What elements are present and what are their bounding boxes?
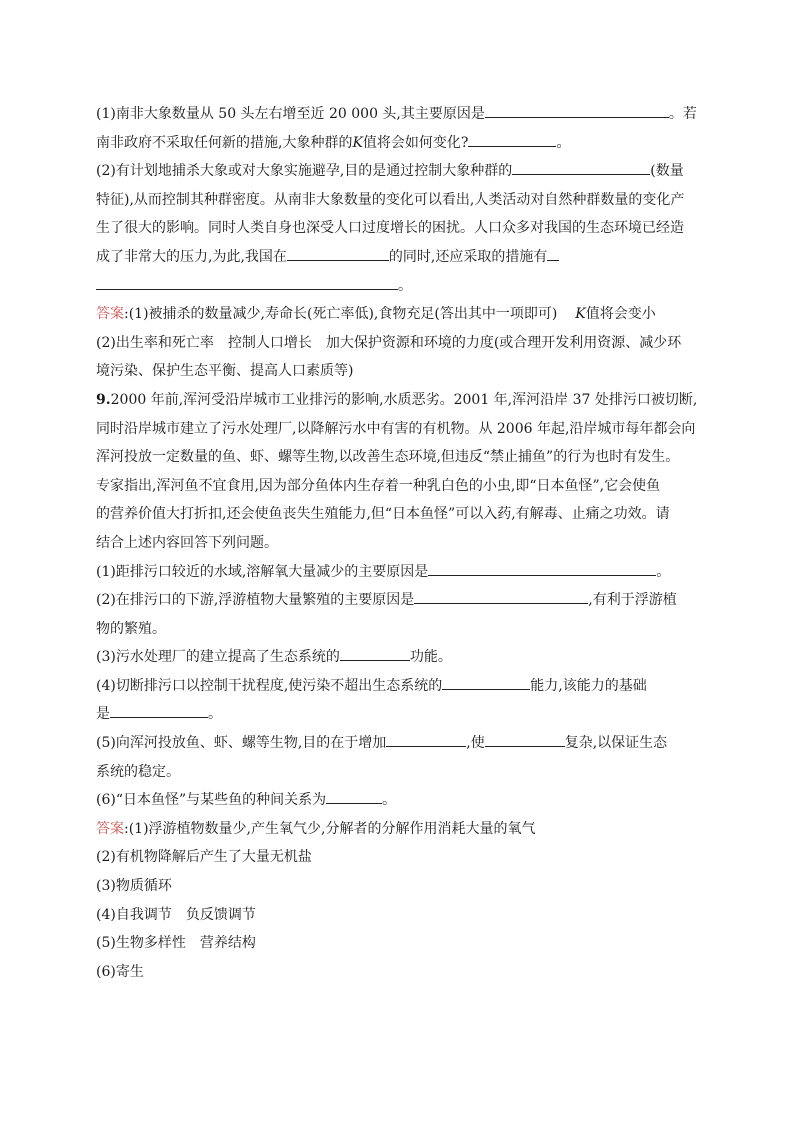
answer-blank (110, 703, 208, 718)
q9-answer-line4 (96, 901, 716, 930)
q8-part2-text5: 的同时,还应采取的措施有 (388, 248, 548, 265)
q9-sub4-end: 。 (208, 706, 222, 723)
answer-label: 答案 (96, 820, 124, 837)
q8-part2-line3 (96, 214, 716, 243)
q9-sub2 (96, 586, 716, 615)
q9-sub2-end: ,有利于浮游植 (588, 592, 677, 609)
answer-blank (414, 589, 588, 604)
q9-stem-text: 结合上述内容回答下列问题。 (96, 534, 278, 551)
q9-answer-text1: :(1)浮游植物数量少,产生氧气少,分解者的分解作用消耗大量的氧气 (124, 820, 536, 837)
q9-sub1 (96, 558, 716, 587)
q9-sub1-end: 。 (656, 563, 671, 580)
q9-sub2-text2: 物的繁殖。 (96, 620, 166, 637)
q9-stem-line2 (96, 415, 716, 444)
q8-part2-text2: 特征),从而控制其种群密度。从南非大象数量的变化可以看出,人类活动对自然种群数量的变化产 (96, 191, 685, 208)
q9-answer-line1 (96, 815, 716, 844)
q9-answer-text4: (4)自我调节 负反馈调节 (96, 906, 256, 923)
q9-answer-line3 (96, 872, 716, 901)
answer-blank (442, 675, 530, 690)
q9-stem-line3 (96, 443, 716, 472)
q8-part2-text4: 成了非常大的压力,为此,我国在 (96, 248, 287, 265)
q9-sub1-text: (1)距排污口较近的水域,溶解氧大量减少的主要原因是 (96, 563, 429, 580)
k-symbol: K (352, 134, 363, 151)
q9-sub5-end: 复杂,以保证生态 (564, 735, 668, 752)
q9-sub2-text: (2)在排污口的下游,浮游植物大量繁殖的主要原因是 (96, 592, 415, 609)
q8-part1-end2: 。 (556, 134, 571, 151)
q8-part1-line1 (96, 100, 716, 129)
answer-blank (485, 103, 669, 118)
q8-answer-text1b: 值将会变小 (585, 306, 656, 323)
q9-answer-text6: (6)寄生 (96, 963, 144, 980)
q9-sub6-end: 。 (382, 792, 397, 809)
answer-blank (485, 732, 565, 747)
q9-sub5-mid: ,使 (466, 735, 485, 752)
q8-part2-line5 (96, 272, 716, 301)
q8-answer-line3 (96, 357, 716, 386)
answer-blank (512, 160, 650, 175)
q8-answer-text1: :(1)被捕杀的数量减少,寿命长(死亡率低),食物充足(答出其中一项即可) (124, 306, 558, 323)
q9-answer-line6 (96, 958, 716, 987)
q9-sub3-end: 功能。 (409, 649, 452, 666)
question-number: 9. (96, 391, 111, 408)
q8-part1-text3: 值将会如何变化? (362, 134, 469, 151)
q9-sub4-line2 (96, 700, 716, 729)
q9-sub5-text2: 系统的稳定。 (96, 763, 180, 780)
q9-sub4-mid: 能力,该能力的基础 (530, 677, 647, 694)
q8-part2-line2 (96, 186, 716, 215)
q9-sub4 (96, 672, 716, 701)
q8-answer-text3: 境污染、保护生态平衡、提高人口素质等) (96, 363, 354, 380)
q9-stem-line6 (96, 529, 716, 558)
k-symbol: K (575, 306, 586, 323)
q9-answer-text3: (3)物质循环 (96, 878, 172, 895)
q8-answer-text2: (2)出生率和死亡率 控制人口增长 加大保护资源和环境的力度(或合理开发利用资源、减少环 (96, 334, 682, 351)
q8-part2-text3: 生了很大的影响。同时人类自身也深受人口过度增长的困扰。人口众多对我国的生态环境已经造 (96, 220, 684, 237)
answer-blank (287, 246, 389, 261)
q8-part1-line2 (96, 129, 716, 158)
q8-part1-end: 。若 (668, 106, 697, 122)
q9-stem-line1 (96, 386, 716, 415)
q9-answer-text2: (2)有机物降解后产生了大量无机盐 (96, 849, 312, 866)
q9-sub3 (96, 643, 716, 672)
q8-part1-text: (1)南非大象数量从 50 头左右增至近 20 000 头,其主要原因是 (96, 106, 485, 122)
answer-blank (428, 561, 656, 576)
q9-sub4-text: (4)切断排污口以控制干扰程度,使污染不超出生态系统的 (96, 677, 443, 694)
q8-part2-end: (数量 (650, 163, 684, 180)
q9-sub3-text: (3)污水处理厂的建立提高了生态系统的 (96, 649, 340, 666)
q9-sub5-line2 (96, 758, 716, 787)
answer-blank (340, 646, 410, 661)
q8-part2-text: (2)有计划地捕杀大象或对大象实施避孕,目的是通过控制大象种群的 (96, 163, 513, 180)
q9-stem-line4 (96, 472, 716, 501)
answer-blank (468, 132, 556, 147)
q8-answer-line2 (96, 329, 716, 358)
q8-part2-end2: 。 (398, 277, 412, 294)
answer-blank (547, 246, 559, 261)
q9-stem-text: 的营养价值大打折扣,还会使鱼丧失生殖能力,但“日本鱼怪”可以入药,有解毒、止痛之功效。请 (96, 506, 670, 523)
q9-sub4-text2: 是 (96, 706, 110, 723)
q9-answer-line2 (96, 843, 716, 872)
answer-blank (96, 275, 398, 290)
q9-stem-text: 2000 年前,浑河受沿岸城市工业排污的影响,水质恶劣。2001 年,浑河沿岸 37 处排污口被切断, (110, 391, 698, 408)
q9-sub5-text: (5)向浑河投放鱼、虾、螺等生物,目的在于增加 (96, 735, 387, 752)
q9-sub2-line2 (96, 615, 716, 644)
q9-sub5 (96, 729, 716, 758)
document-page (96, 100, 716, 986)
answer-blank (386, 732, 466, 747)
q9-stem-text: 浑河投放一定数量的鱼、虾、螺等生物,以改善生态环境,但违反“禁止捕鱼”的行为也时有发生。 (96, 449, 680, 466)
answer-label: 答案 (96, 306, 124, 323)
q9-answer-text5: (5)生物多样性 营养结构 (96, 935, 256, 952)
answer-blank (326, 789, 382, 804)
q9-stem-text: 同时沿岸城市建立了污水处理厂,以降解污水中有害的有机物。从 2006 年起,沿岸城市每年都会向 (96, 420, 696, 437)
q9-answer-line5 (96, 929, 716, 958)
q9-sub6 (96, 786, 716, 815)
q8-part2-line4 (96, 243, 716, 272)
q9-stem-line5 (96, 500, 716, 529)
q8-part2-line1 (96, 157, 716, 186)
q8-answer-line1 (96, 300, 716, 329)
q8-part1-text2: 南非政府不采取任何新的措施,大象种群的 (96, 134, 353, 151)
q9-stem-text: 专家指出,浑河鱼不宜食用,因为部分鱼体内生存着一种乳白色的小虫,即“日本鱼怪”,它会使鱼 (96, 477, 661, 494)
q9-sub6-text: (6)“日本鱼怪”与某些鱼的种间关系为 (96, 792, 327, 809)
